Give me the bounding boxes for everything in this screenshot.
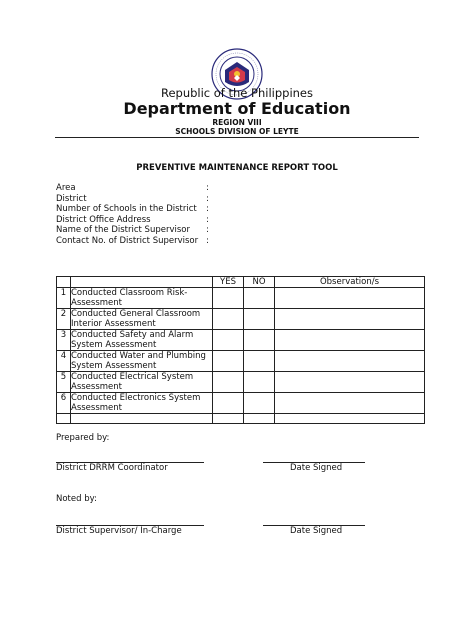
row-number: 5: [57, 372, 71, 393]
no-cell[interactable]: [244, 351, 275, 372]
yes-cell[interactable]: [213, 351, 244, 372]
info-colon: :: [206, 183, 209, 193]
observation-cell[interactable]: [275, 351, 425, 372]
info-label: District Office Address: [56, 214, 151, 225]
row-item: Conducted Classroom Risk-Assessment: [71, 288, 213, 309]
table-blank-row: [57, 414, 425, 424]
header-item-cell: [71, 277, 213, 288]
supervisor-label: District Supervisor/ In-Charge: [56, 526, 182, 536]
info-colon: :: [206, 193, 209, 204]
row-number: 6: [57, 393, 71, 414]
table-row: [57, 330, 425, 351]
info-row-district: [56, 194, 209, 205]
info-row-supervisor: [56, 225, 209, 236]
header-no: NO: [244, 277, 275, 288]
form-title: PREVENTIVE MAINTENANCE REPORT TOOL: [136, 163, 338, 173]
region-heading: REGION VIII: [212, 118, 262, 127]
info-fields: [56, 183, 209, 246]
header-divider: [55, 137, 419, 138]
yes-cell[interactable]: [213, 309, 244, 330]
table-row: [57, 372, 425, 393]
table-header-row: [57, 277, 425, 288]
date-signed-label-2: Date Signed: [290, 526, 343, 536]
row-item: Conducted Water and Plumbing System Assessment: [71, 351, 213, 372]
info-label: Name of the District Supervisor: [56, 225, 190, 235]
blank-cell[interactable]: [275, 414, 425, 424]
row-number: 2: [57, 309, 71, 330]
yes-cell[interactable]: [213, 372, 244, 393]
yes-cell[interactable]: [213, 288, 244, 309]
date-signed-label-1: Date Signed: [290, 463, 343, 473]
row-item: Conducted Electrical System Assessment: [71, 372, 213, 393]
row-item: Conducted General Classroom Interior Assessment: [71, 309, 213, 330]
republic-heading: Republic of the Philippines: [160, 86, 314, 100]
info-row-contact: [56, 236, 209, 247]
division-heading: SCHOOLS DIVISION OF LEYTE: [175, 127, 299, 136]
observation-cell[interactable]: [275, 309, 425, 330]
no-cell[interactable]: [244, 309, 275, 330]
table-row: [57, 351, 425, 372]
info-row-area: [56, 183, 209, 194]
header-yes: YES: [213, 277, 244, 288]
info-label: Number of Schools in the District: [56, 204, 197, 214]
no-cell[interactable]: [244, 330, 275, 351]
no-cell[interactable]: [244, 372, 275, 393]
observation-cell[interactable]: [275, 372, 425, 393]
coordinator-label: District DRRM Coordinator: [56, 463, 168, 473]
table-row: [57, 393, 425, 414]
yes-cell[interactable]: [213, 393, 244, 414]
observation-cell[interactable]: [275, 288, 425, 309]
noted-by-label: Noted by:: [56, 494, 97, 504]
info-colon: :: [206, 225, 209, 235]
table-row: [57, 288, 425, 309]
observation-cell[interactable]: [275, 393, 425, 414]
info-colon: :: [206, 235, 209, 246]
department-heading: Department of Education: [123, 99, 351, 118]
row-number: 1: [57, 288, 71, 309]
table-row: [57, 309, 425, 330]
blank-cell[interactable]: [244, 414, 275, 424]
blank-cell: [71, 414, 213, 424]
info-colon: :: [206, 204, 209, 214]
observation-cell[interactable]: [275, 330, 425, 351]
prepared-by-label: Prepared by:: [56, 433, 110, 443]
row-item: Conducted Electronics System Assessment: [71, 393, 213, 414]
info-label: District: [56, 193, 87, 204]
header-observation: Observation/s: [275, 277, 425, 288]
row-number: 4: [57, 351, 71, 372]
no-cell[interactable]: [244, 393, 275, 414]
info-colon: :: [206, 214, 209, 225]
info-row-schools: [56, 204, 209, 215]
row-number: 3: [57, 330, 71, 351]
maintenance-checklist-table: [56, 276, 425, 424]
header-num-cell: [57, 277, 71, 288]
blank-cell: [57, 414, 71, 424]
yes-cell[interactable]: [213, 330, 244, 351]
row-item: Conducted Safety and Alarm System Assessment: [71, 330, 213, 351]
info-row-address: [56, 215, 209, 226]
no-cell[interactable]: [244, 288, 275, 309]
info-label: Contact No. of District Supervisor: [56, 235, 199, 246]
blank-cell[interactable]: [213, 414, 244, 424]
info-label: Area: [56, 183, 76, 193]
